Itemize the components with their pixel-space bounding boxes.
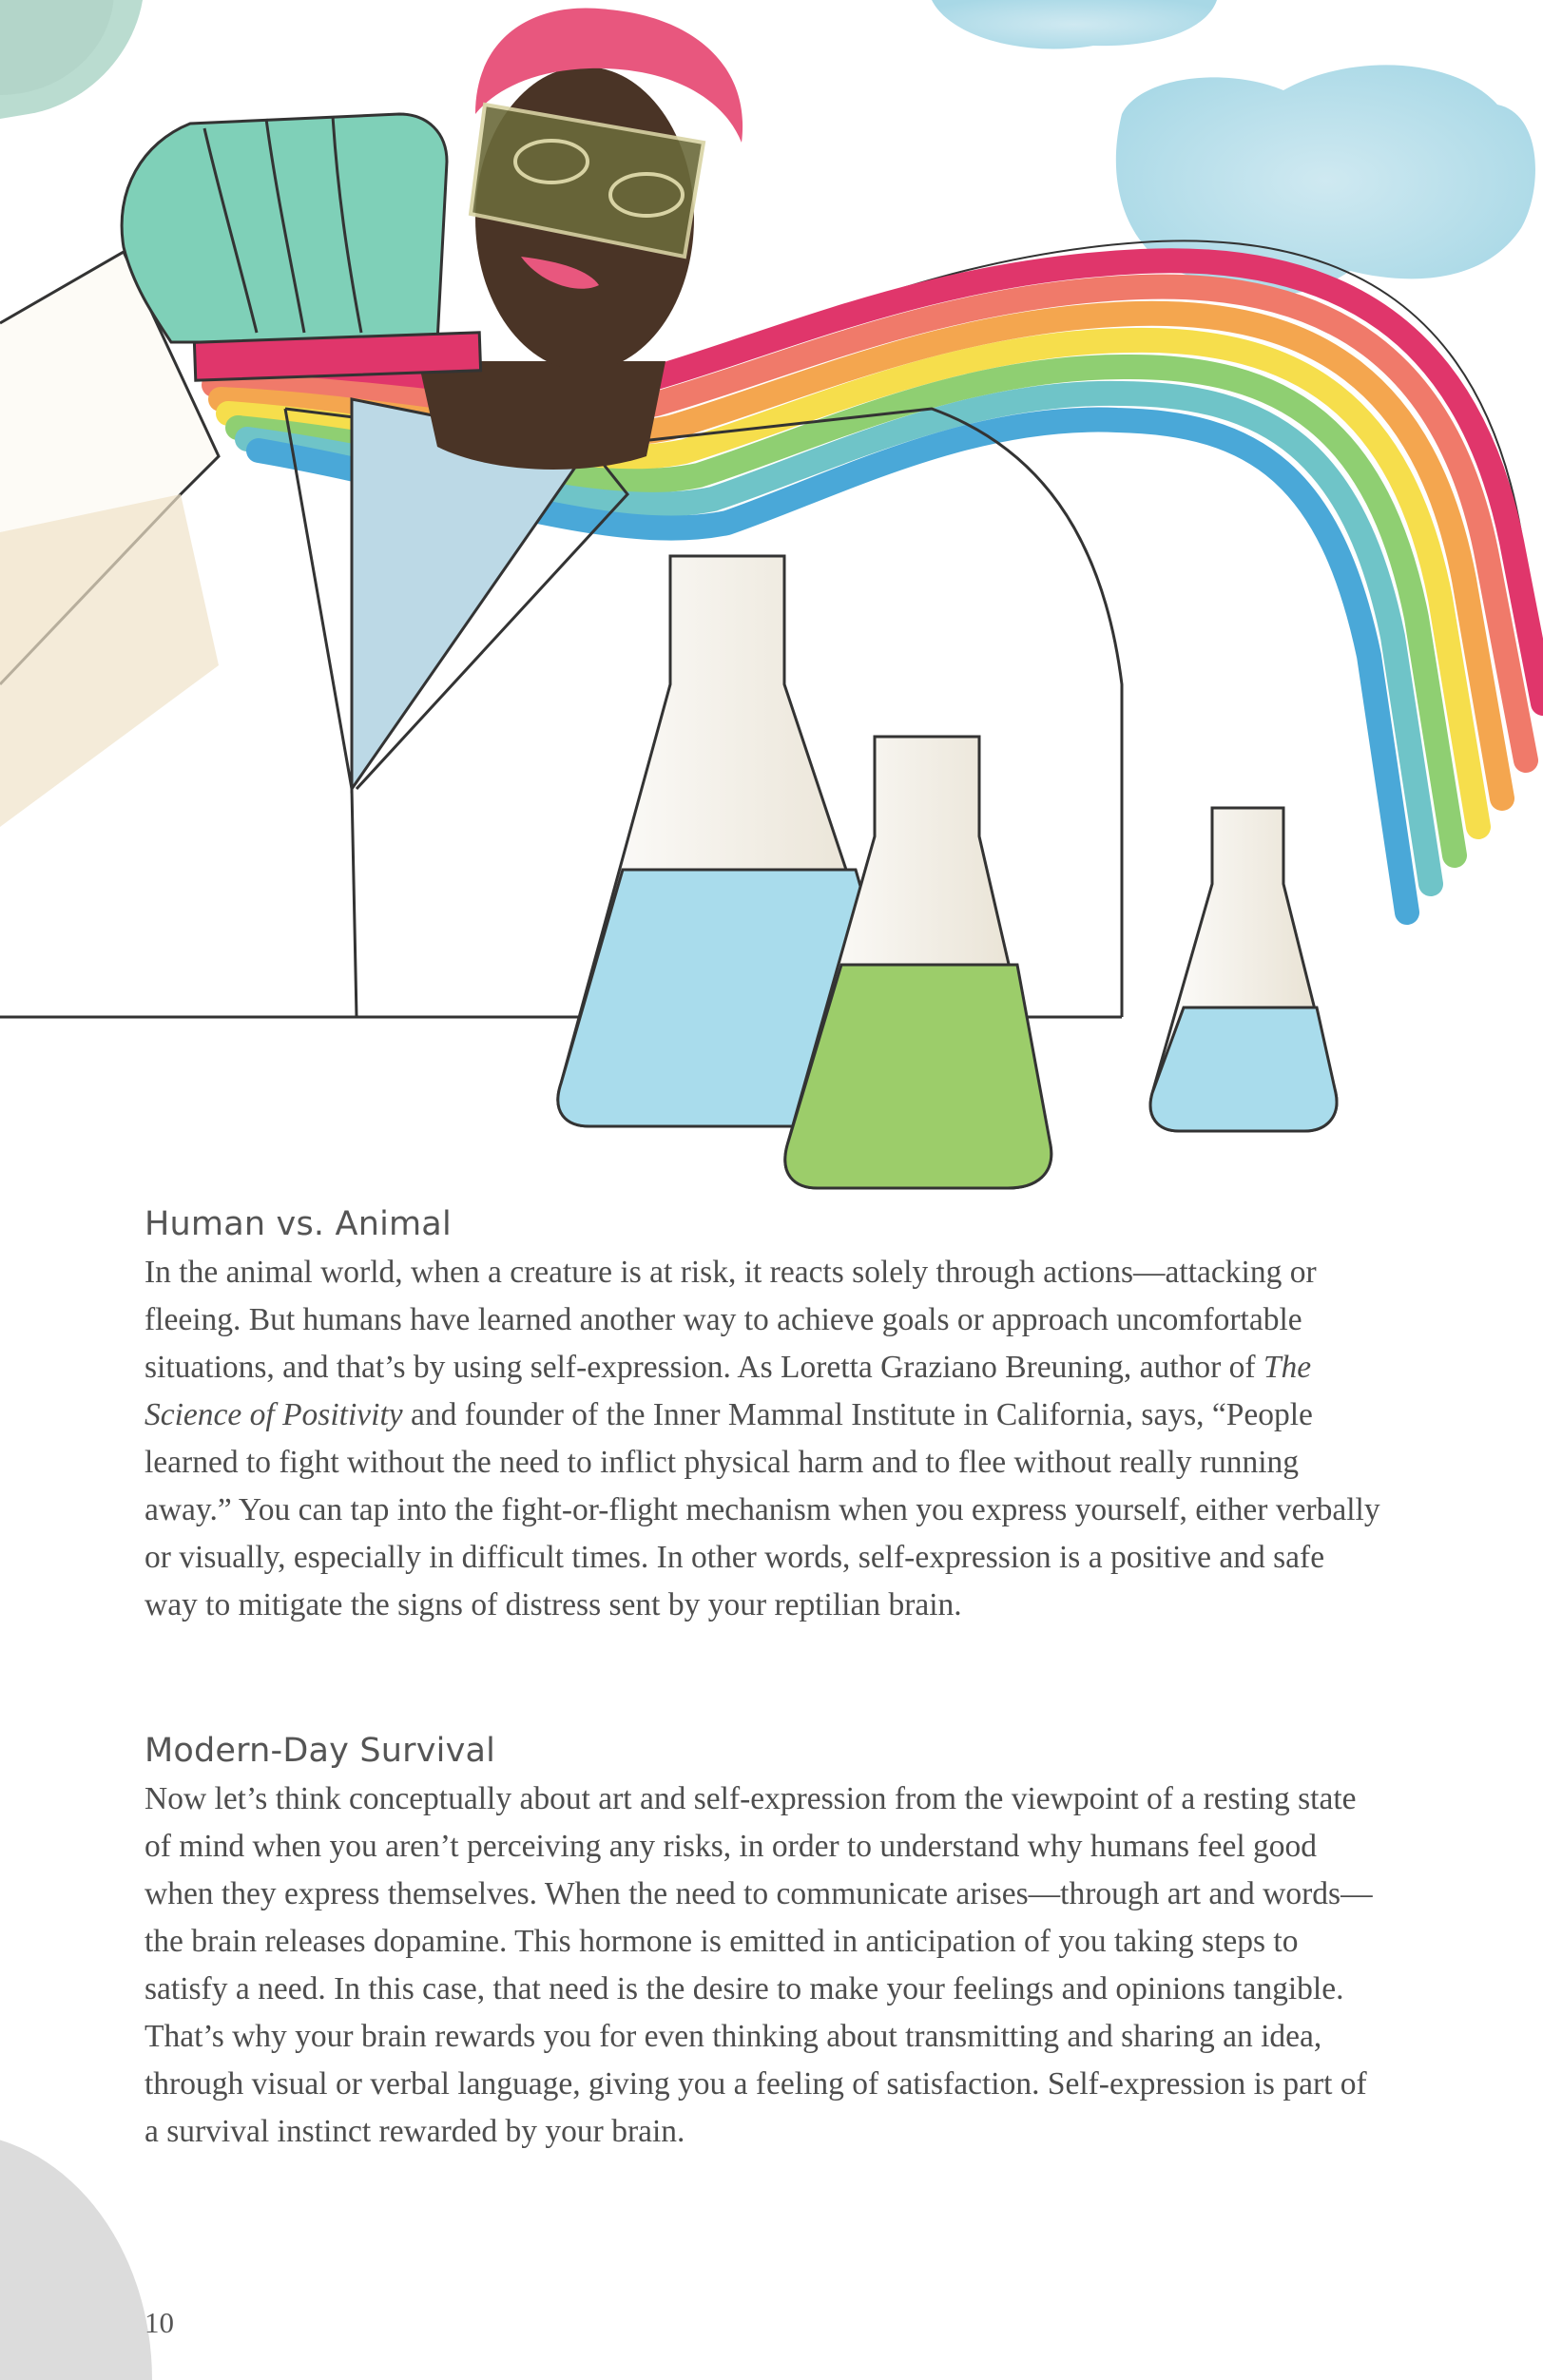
paragraph-text: In the animal world, when a creature is at risk, it reacts solely through actions—attacking or fleeing. But humans have learned another way to achieve goals or approach uncomfortable situations, and that’s by using self-expression. As Loretta Graziano Breuning, author of — [145, 1255, 1317, 1385]
cloud-top-right — [932, 0, 1217, 48]
test-tube — [194, 333, 480, 380]
section-paragraph: Now let’s think conceptually about art and self-expression from the viewpoint of a resting state of mind when you aren’t perceiving any risks, in order to understand why humans feel good when they express themselves. When the need to communicate arises—through art and words—the brain releases dopamine. This hormone is emitted in anticipation of you taking steps to satisfy a need. In this case, that need is the desire to make your feelings and opinions tangible. That’s why your brain rewards you for even thinking about transmitting and sharing an idea, through visual or verbal language, giving you a feeling of satisfaction. Self-expression is part of a survival instinct rewarded by your brain. — [145, 1781, 1373, 2149]
flask-right — [1150, 808, 1337, 1131]
page-number: 10 — [145, 2306, 174, 2339]
section-human-vs-animal — [145, 1205, 1380, 1629]
section-modern-day-survival — [145, 1732, 1380, 2156]
cloud-top-left — [0, 0, 143, 119]
neck — [418, 361, 665, 470]
scan-edge-shadow — [0, 2133, 152, 2380]
section-heading: Human vs. Animal — [145, 1205, 452, 1243]
section-paragraph — [145, 1249, 1380, 1629]
section-heading: Modern-Day Survival — [145, 1732, 496, 1770]
coat-shadow-left — [0, 494, 219, 827]
paragraph-text: and founder of the Inner Mammal Institute in California, says, “People learned to fight without the need to inflict physical harm and to flee without really running away.” You can tap into the fight-or-flight mechanism when you express yourself, either verbally or visually, especially in difficult times. In other words, self-expression is a positive and safe way to mitigate the signs of distress sent by your reptilian brain. — [145, 1397, 1380, 1622]
book-title: The Science of Positivity — [145, 1350, 1312, 1432]
